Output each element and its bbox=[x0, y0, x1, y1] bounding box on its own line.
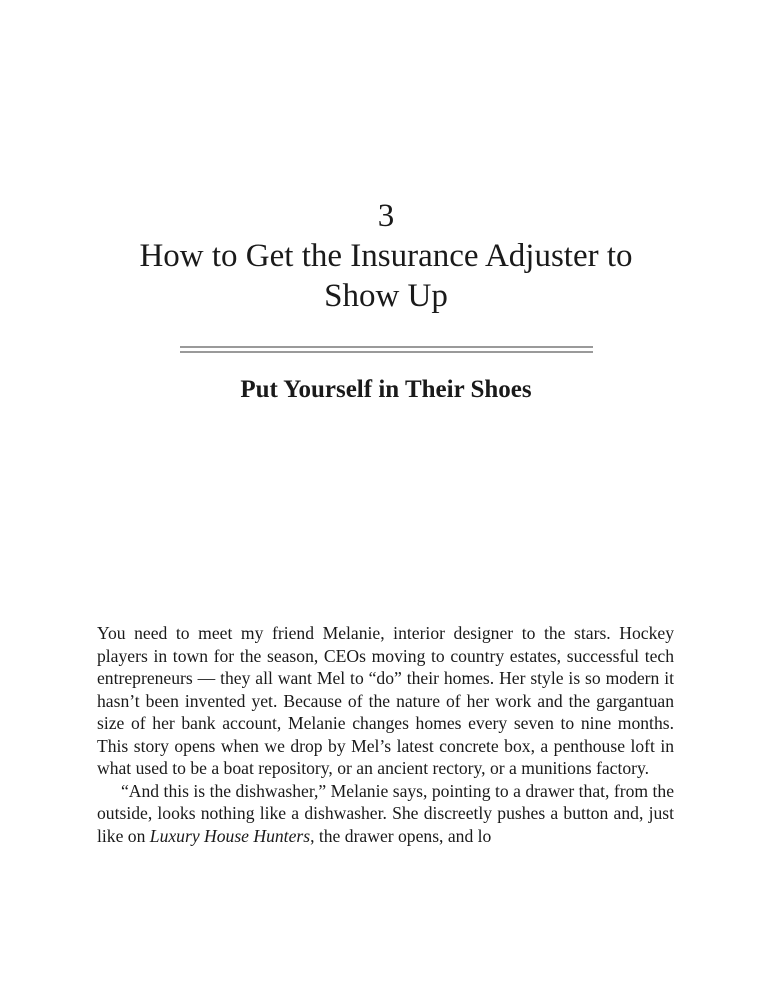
section-heading: Put Yourself in Their Shoes bbox=[240, 376, 532, 403]
paragraph-2-text-end: , the drawer opens, and lo bbox=[310, 825, 492, 846]
paragraph-2 bbox=[97, 780, 674, 848]
show-title-italic: Luxury House Hunters bbox=[149, 825, 311, 846]
chapter-title: How to Get the Insurance Adjuster to Show Up bbox=[139, 238, 633, 314]
paragraph-1: You need to meet my friend Melanie, interior designer to the stars. Hockey players in town for the season, CEOs moving to country estates, successful tech entrepreneurs — they all want Mel to “do” their homes. Her style is so modern it hasn’t been invented yet. Because of the nature of her work and the gargantuan size of her bank account, Melanie changes homes every seven to nine months. This story opens when we drop by Mel’s latest concrete box, a penthouse loft in what used to be a boat repository, or an ancient rectory, or a munitions factory. bbox=[97, 623, 674, 778]
divider-rule-bottom bbox=[180, 351, 593, 353]
body-text bbox=[97, 622, 674, 847]
paragraph-2-text-start: “And this is the dishwasher,” Melanie says, pointing to a drawer that, from the outside, looks nothing like a dishwasher. She discreetly pushes a button and, just like on bbox=[97, 780, 674, 846]
chapter-number: 3 bbox=[377, 198, 395, 234]
divider-rule-top bbox=[180, 346, 593, 348]
